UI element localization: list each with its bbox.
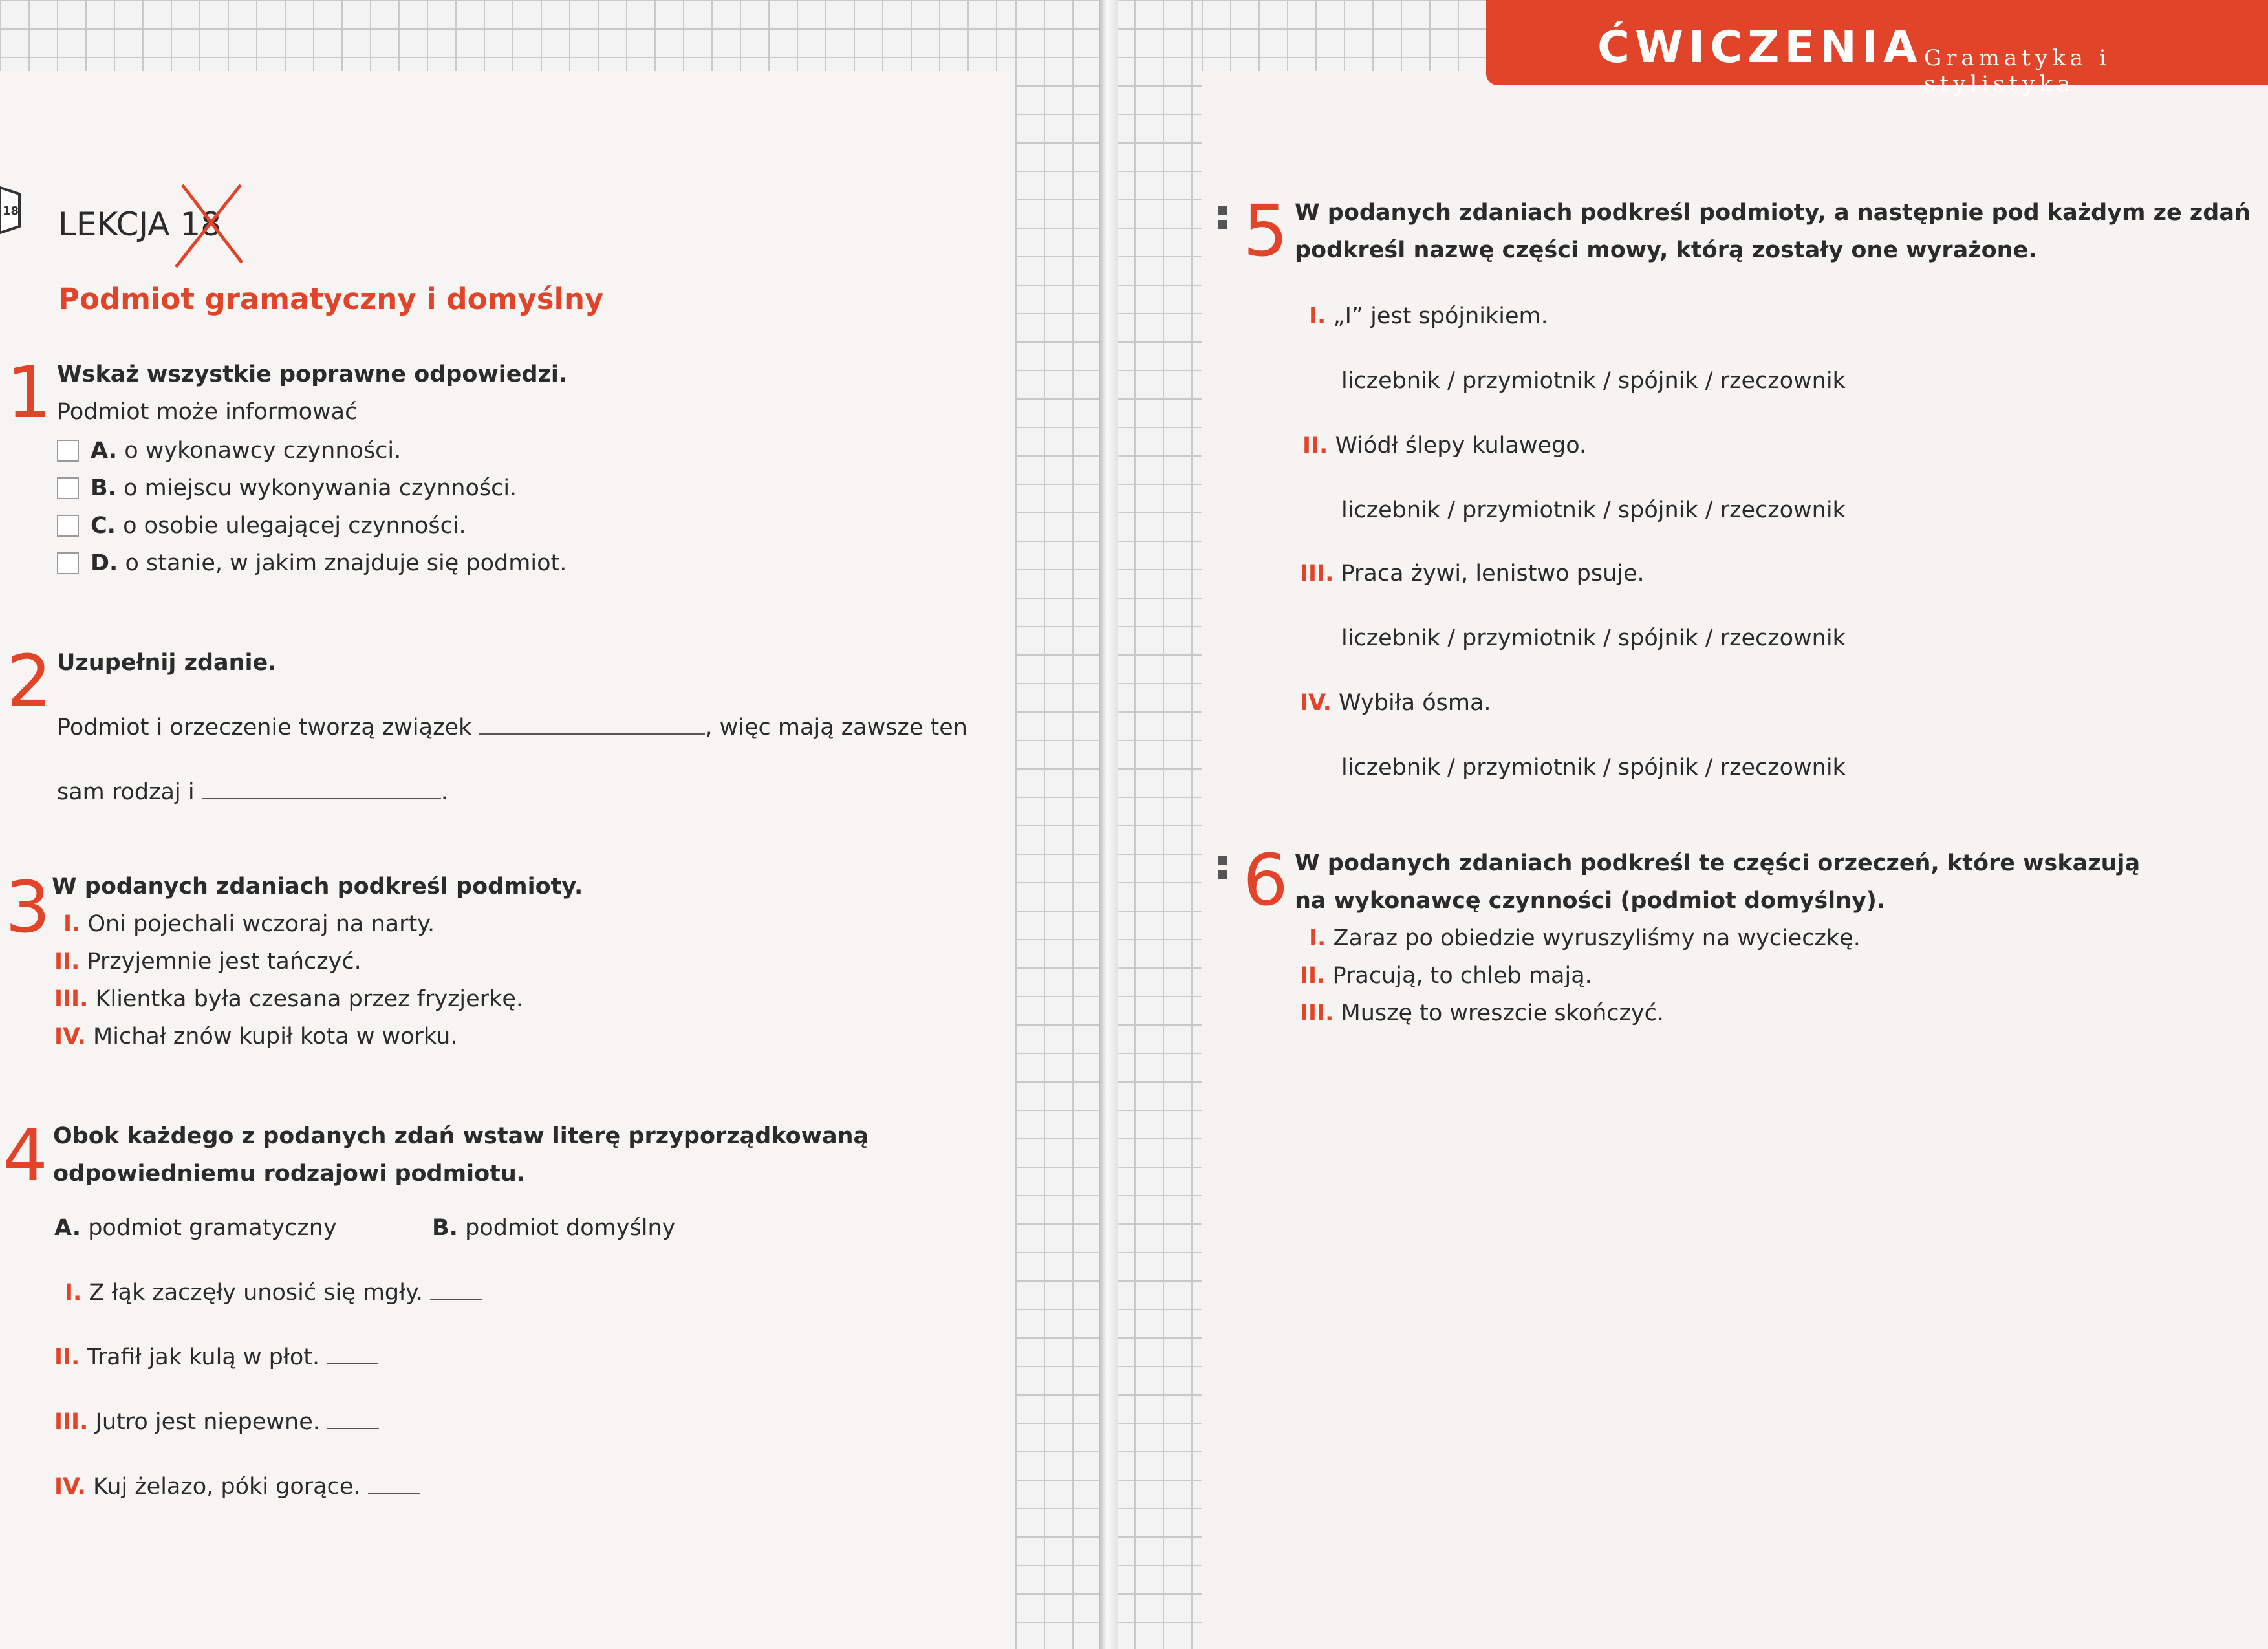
option-text: podmiot domyślny	[465, 1215, 676, 1241]
option-letter: A.	[54, 1215, 81, 1241]
exercise-stem: Podmiot może informować	[57, 399, 358, 425]
option-letter: A.	[91, 438, 118, 464]
sentence-text: Trafił jak kulą w płot.	[87, 1344, 320, 1370]
option-letter: C.	[91, 513, 116, 539]
header-title: ĆWICZENIA	[1597, 22, 1923, 73]
roman-numeral: IV.	[54, 1474, 86, 1500]
sentence-text: Z łąk zaczęły unosić się mgły.	[89, 1280, 423, 1306]
grid-margin-right-page	[1106, 0, 1202, 1649]
exercise-number: 5	[1243, 189, 1288, 272]
sentence-text[interactable]: Michał znów kupił kota w worku.	[93, 1024, 458, 1050]
sentence-text[interactable]: Muszę to wreszcie skończyć.	[1341, 1000, 1664, 1026]
sentence-text: sam rodzaj i	[57, 779, 195, 805]
left-page	[0, 0, 1015, 1649]
exercise-instruction: W podanych zdaniach podkreśl podmioty.	[52, 874, 583, 900]
roman-numeral: III.	[54, 1409, 89, 1435]
exercise-number: 4	[3, 1114, 48, 1197]
sentence-text[interactable]: „I” jest spójnikiem.	[1333, 303, 1548, 329]
roman-numeral: I.	[1309, 925, 1326, 951]
grid-margin-top-right	[1202, 0, 1486, 71]
sentence-text: .	[440, 779, 448, 805]
roman-numeral: III.	[1300, 1000, 1334, 1026]
sentence-text[interactable]: Pracują, to chleb mają.	[1332, 963, 1592, 989]
option-text: o osobie ulegającej czynności.	[123, 513, 466, 539]
option-letter: D.	[91, 550, 118, 576]
grid-margin-left-page	[1015, 0, 1106, 1649]
sentence-text[interactable]: Wybiła ósma.	[1339, 690, 1491, 716]
roman-numeral: II.	[54, 949, 80, 975]
sentence-text[interactable]: Wiódł ślepy kulawego.	[1335, 433, 1587, 458]
exercise-instruction: podkreśl nazwę części mowy, którą zostały one wyrażone.	[1295, 237, 2037, 263]
sentence-text: Kuj żelazo, póki gorące.	[93, 1474, 361, 1500]
roman-numeral: II.	[1300, 963, 1326, 989]
exercise-instruction: Obok każdego z podanych zdań wstaw literę przyporządkowaną	[53, 1123, 869, 1149]
part-of-speech-choices[interactable]: liczebnik / przymiotnik / spójnik / rzeczownik	[1341, 368, 1846, 394]
exercise-instruction: na wykonawcę czynności (podmiot domyślny).	[1295, 888, 1886, 914]
sentence-text: Jutro jest niepewne.	[95, 1409, 320, 1435]
option-letter: B.	[91, 475, 116, 501]
exercise-marker-icon	[1218, 856, 1227, 865]
lesson-badge-number: 18	[3, 204, 19, 218]
sentence-text: Podmiot i orzeczenie tworzą związek	[57, 715, 472, 740]
option-text: o miejscu wykonywania czynności.	[124, 475, 517, 501]
exercise-number: 3	[5, 866, 50, 949]
exercise-instruction: Wskaż wszystkie poprawne odpowiedzi.	[57, 361, 568, 387]
sentence-text: , więc mają zawsze ten	[705, 715, 967, 740]
roman-numeral: IV.	[1300, 690, 1332, 716]
sentence-text[interactable]: Oni pojechali wczoraj na narty.	[87, 911, 435, 937]
exercise-number: 1	[6, 351, 52, 434]
exercise-instruction: W podanych zdaniach podkreśl te części orzeczeń, które wskazują	[1295, 850, 2141, 876]
exercise-instruction: W podanych zdaniach podkreśl podmioty, a następnie pod każdym ze zdań	[1295, 200, 2251, 226]
exercise-instruction: odpowiedniemu rodzajowi podmiotu.	[53, 1161, 526, 1187]
exercise-marker-icon	[1218, 220, 1227, 229]
option-checkbox-a[interactable]	[57, 440, 79, 462]
roman-numeral: II.	[1302, 433, 1328, 458]
book-spine	[1099, 0, 1118, 1649]
option-letter: B.	[432, 1215, 458, 1241]
option-text: podmiot gramatyczny	[88, 1215, 337, 1241]
roman-numeral: I.	[1309, 303, 1326, 329]
roman-numeral: II.	[54, 1344, 80, 1370]
grid-margin-top-left	[0, 0, 1015, 71]
part-of-speech-choices[interactable]: liczebnik / przymiotnik / spójnik / rzeczownik	[1341, 755, 1846, 781]
header-subtitle: Gramatyka i stylistyka	[1924, 45, 2111, 97]
lesson-subtitle: Podmiot gramatyczny i domyślny	[58, 282, 604, 316]
answer-blank[interactable]	[368, 1493, 420, 1494]
lesson-badge-icon	[0, 181, 23, 239]
sentence-text[interactable]: Przyjemnie jest tańczyć.	[87, 949, 362, 975]
roman-numeral: I.	[63, 911, 81, 937]
option-text: o wykonawcy czynności.	[124, 438, 402, 464]
part-of-speech-choices[interactable]: liczebnik / przymiotnik / spójnik / rzeczownik	[1341, 497, 1846, 523]
exercise-marker-icon	[1218, 870, 1227, 879]
sentence-text[interactable]: Klientka była czesana przez fryzjerkę.	[95, 986, 523, 1012]
sentence-text[interactable]: Praca żywi, lenistwo psuje.	[1341, 561, 1645, 587]
exercise-number: 6	[1243, 839, 1288, 921]
answer-blank[interactable]	[430, 1299, 482, 1300]
exercise-number: 2	[6, 640, 52, 722]
option-checkbox-d[interactable]	[57, 552, 79, 574]
fill-in-blank[interactable]	[479, 733, 705, 735]
roman-numeral: III.	[1300, 561, 1334, 587]
exercise-instruction: Uzupełnij zdanie.	[57, 650, 277, 676]
fill-in-blank[interactable]	[202, 798, 441, 799]
answer-blank[interactable]	[327, 1428, 379, 1429]
roman-numeral: I.	[65, 1280, 82, 1306]
answer-blank[interactable]	[327, 1363, 378, 1364]
roman-numeral: IV.	[54, 1024, 86, 1050]
part-of-speech-choices[interactable]: liczebnik / przymiotnik / spójnik / rzeczownik	[1341, 625, 1846, 651]
roman-numeral: III.	[54, 986, 89, 1012]
cross-out-mark-icon	[169, 180, 247, 270]
option-checkbox-c[interactable]	[57, 515, 79, 537]
exercise-marker-icon	[1218, 206, 1227, 215]
lesson-title: LEKCJA 18	[58, 206, 222, 243]
option-checkbox-b[interactable]	[57, 477, 79, 499]
option-text: o stanie, w jakim znajduje się podmiot.	[125, 550, 567, 576]
sentence-text[interactable]: Zaraz po obiedzie wyruszyliśmy na wycieczkę.	[1333, 925, 1861, 951]
